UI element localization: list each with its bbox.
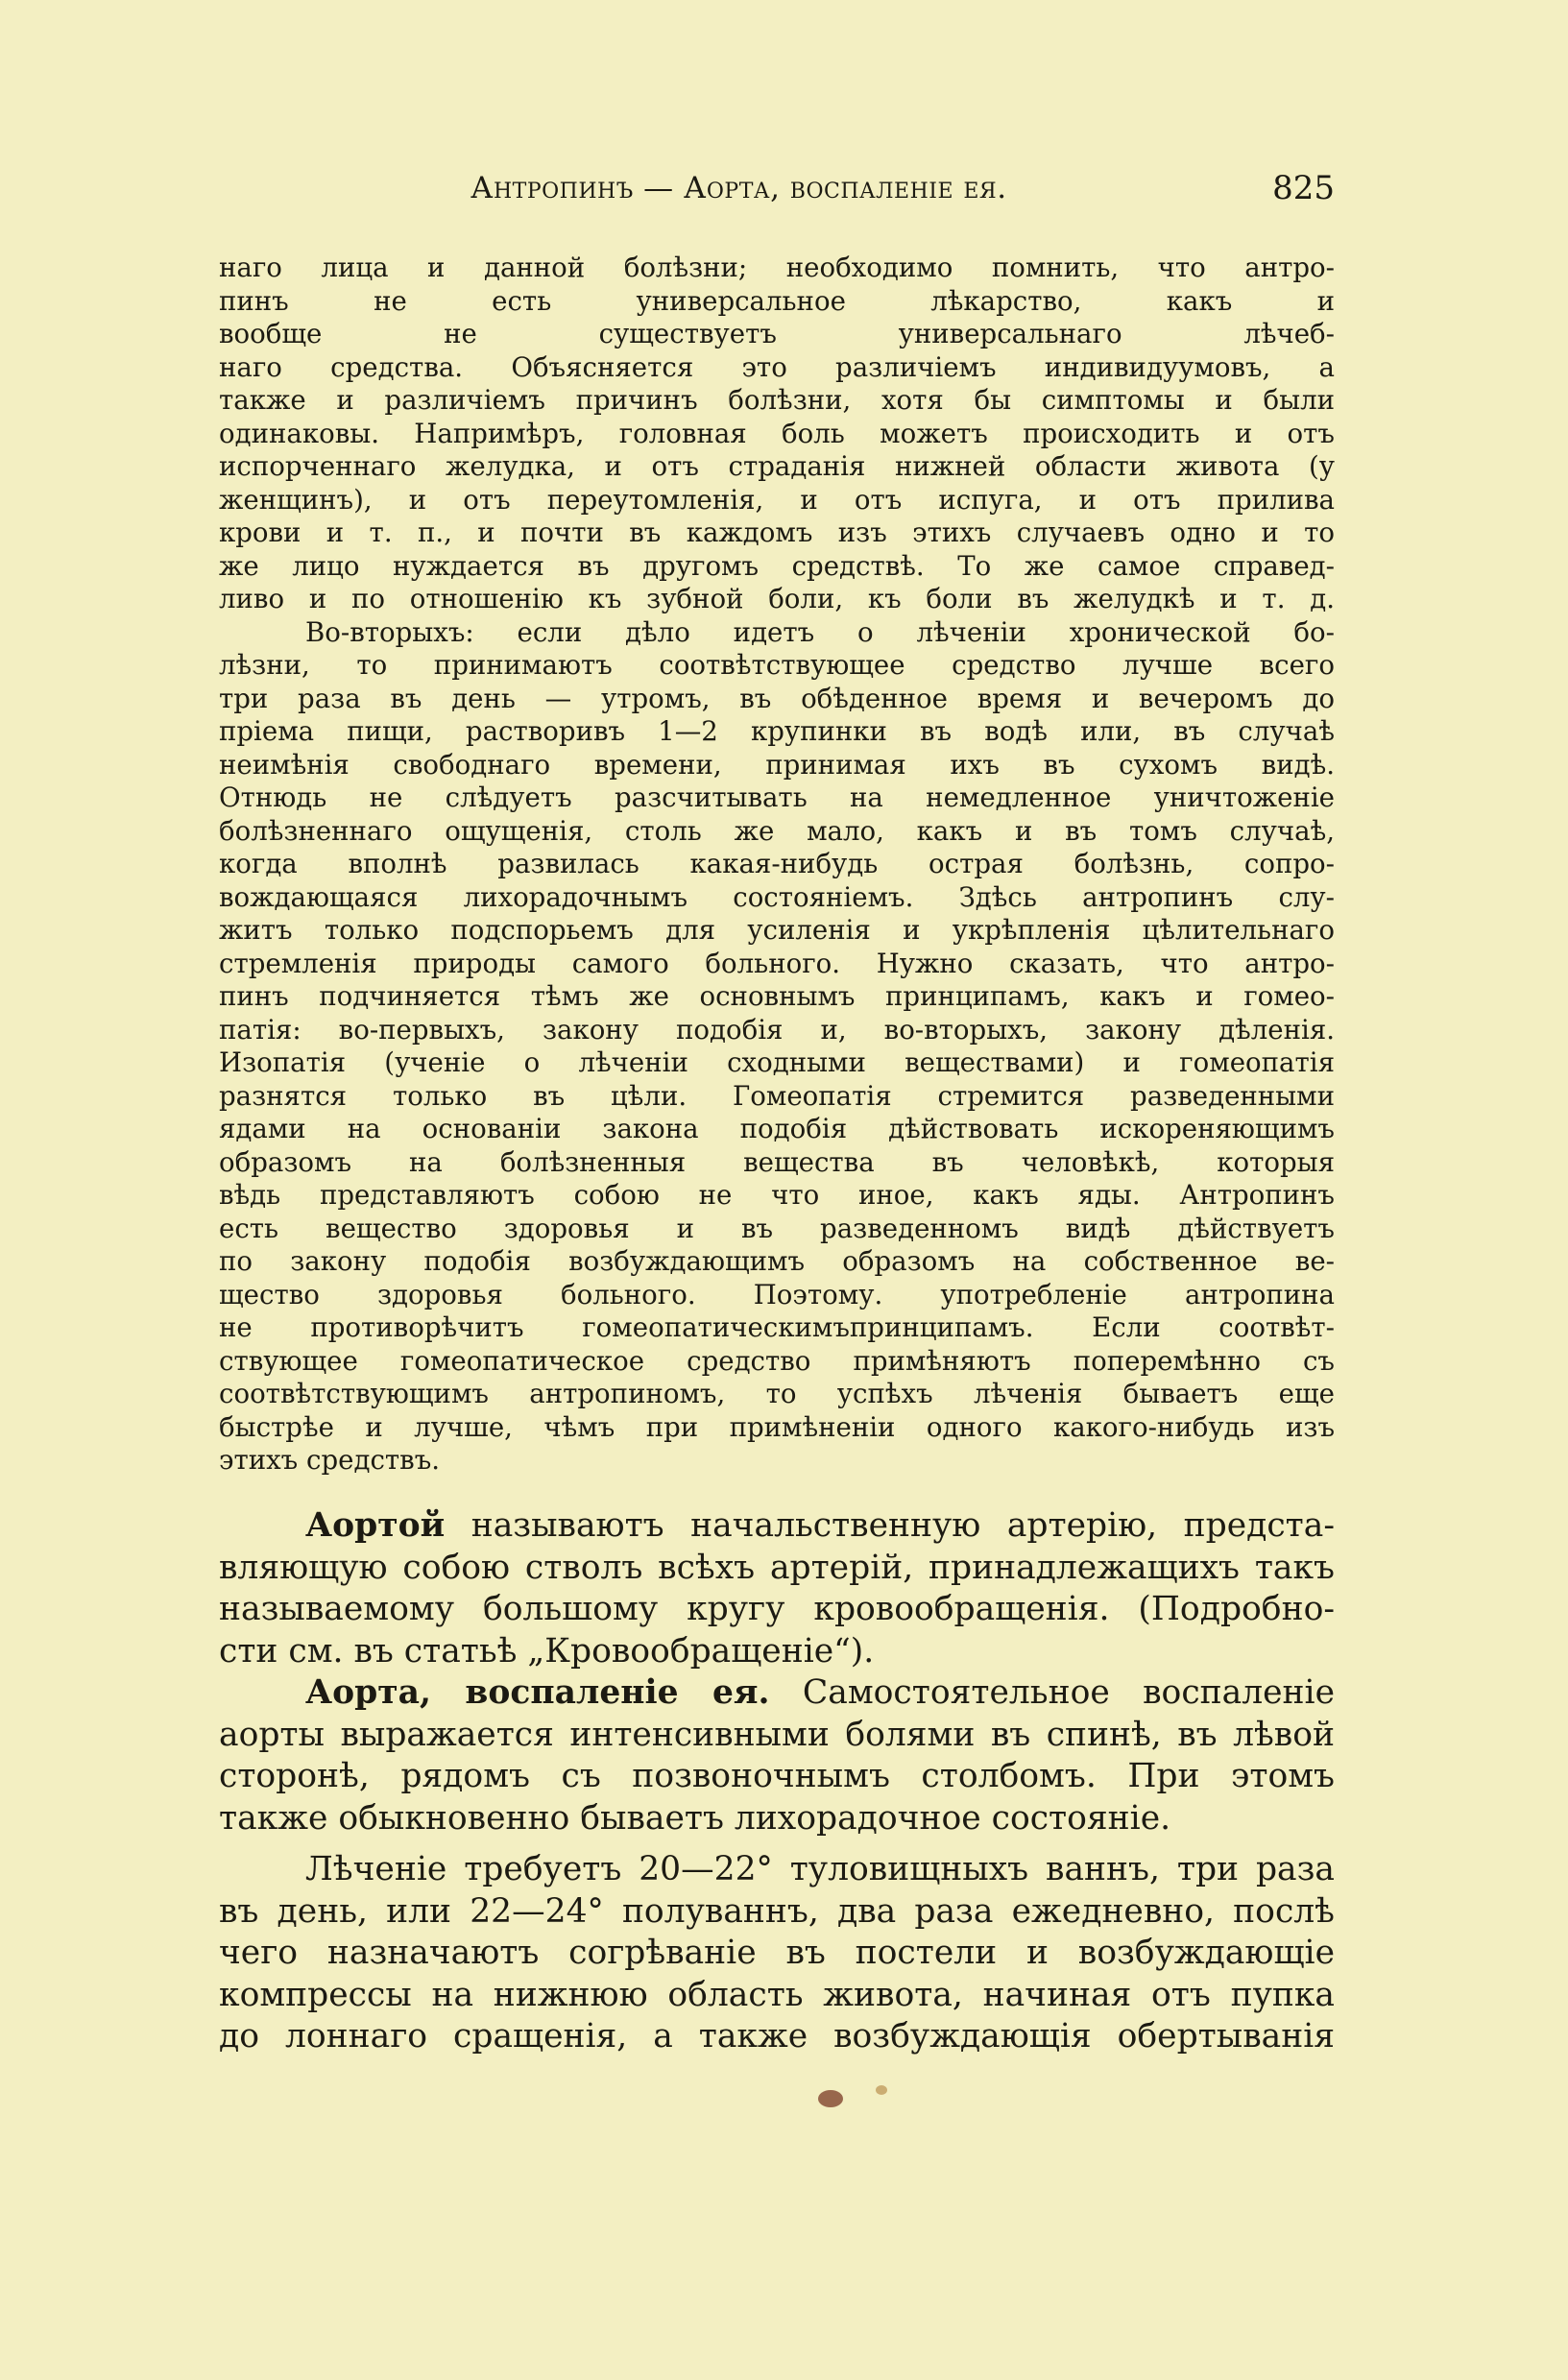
text-line: также и различіемъ причинъ болѣзни, хотя бы симптомы и были [219,384,1335,416]
headword-aorta-inflammation: Аорта, воспаленіе ея. [305,1673,770,1712]
text-line: Во-вторыхъ: если дѣло идетъ о лѣченіи хронической бо- [305,615,1335,648]
text-line: чего назначаютъ согрѣваніе въ постели и возбуждающіе [219,1934,1335,1972]
text-line: быстрѣе и лучше, чѣмъ при примѣненіи одного какого-нибудь изъ [219,1410,1335,1443]
text-line: болѣзненнаго ощущенія, столь же мало, какъ и въ томъ случаѣ, [219,814,1335,847]
text-line: сторонѣ, рядомъ съ позвоночнымъ столбомъ. При этомъ [219,1757,1335,1795]
text-line: сти см. въ статьѣ „Кровообращеніе“). [219,1631,875,1671]
text-line: Лѣченіе требуетъ 20—22° туловищныхъ ваннъ, три раза [305,1850,1335,1888]
treatment-paragraph [219,1849,1335,2058]
text-line: наго средства. Объясняется это различіемъ индивидуумовъ, а [219,350,1335,383]
text-line: когда вполнѣ развилась какая-нибудь острая болѣзнь, сопро- [219,848,1335,879]
text-line: щество здоровья больного. Поэтому. употребленіе антропина [219,1278,1335,1310]
text-line: стремленія природы самого больного. Нужно сказать, что антро- [219,947,1335,979]
text-line: этихъ средствъ. [219,1444,441,1476]
text-line: Аорта, воспаленіе ея. Самостоятельное воспаленіе [305,1673,1335,1712]
running-title: Антропинъ — Аорта, воспаленіе ея. [470,171,1007,205]
text-line: одинаковы. Напримѣръ, головная боль можетъ происходить и отъ [219,417,1335,449]
text-line: неимѣнія свободнаго времени, принимая ихъ въ сухомъ видѣ. [219,748,1335,781]
ink-blot [818,2090,843,2107]
ink-speck [876,2085,887,2095]
text-line: ядами на основаніи закона подобія дѣйствовать искореняющимъ [219,1113,1335,1144]
text-line: называемому большому кругу кровообращенія. (Подробно- [219,1590,1335,1628]
text-line: вождающаяся лихорадочнымъ состояніемъ. Здѣсь антропинъ слу- [219,880,1335,913]
aorta-inflammation-article [219,1672,1335,1839]
aorta-article [219,1505,1335,1672]
text-line: по закону подобія возбуждающимъ образомъ на собственное ве- [219,1245,1335,1277]
text-line: соотвѣтствующимъ антропиномъ, то успѣхъ лѣченія бываетъ еще [219,1378,1335,1409]
text-line: женщинъ), и отъ переутомленія, и отъ испуга, и отъ прилива [219,483,1335,516]
text-line: аорты выражается интенсивными болями въ спинѣ, въ лѣвой [219,1715,1335,1754]
text-line: житъ только подспорьемъ для усиленія и укрѣпленія цѣлительнаго [219,914,1335,946]
text-line: въ день, или 22—24° полуваннъ, два раза ежедневно, послѣ [219,1891,1335,1931]
text-line: три раза въ день — утромъ, въ обѣденное время и вечеромъ до [219,682,1335,714]
text-line: есть вещество здоровья и въ разведенномъ видѣ дѣйствуетъ [219,1212,1335,1244]
text-line: вѣдь представляютъ собою не что иное, какъ яды. Антропинъ [219,1179,1335,1211]
text-line: пинъ подчиняется тѣмъ же основнымъ принципамъ, какъ и гомео- [219,980,1335,1012]
main-print-section [219,1505,1335,2058]
text-line: ливо и по отношенію къ зубной боли, къ боли въ желудкѣ и т. д. [219,583,1335,614]
text-line: компрессы на нижнюю область живота, начиная отъ пупка [219,1975,1335,2014]
text-line: крови и т. п., и почти въ каждомъ изъ этихъ случаевъ одно и то [219,517,1335,548]
text-line: же лицо нуждается въ другомъ средствѣ. То же самое справед- [219,549,1335,582]
text-line: испорченнаго желудка, и отъ страданія нижней области живота (у [219,450,1335,482]
text-line: патія: во-первыхъ, закону подобія и, во-вторыхъ, закону дѣленія. [219,1013,1335,1046]
text-line: пинъ не есть универсальное лѣкарство, какъ и [219,284,1335,317]
page-header [219,171,1335,209]
text-line: лѣзни, то принимаютъ соотвѣтствующее средство лучше всего [219,649,1335,681]
text-line: Отнюдь не слѣдуетъ разсчитывать на немедленное уничтоженіе [219,781,1335,813]
text-line: разнятся только въ цѣли. Гомеопатія стремится разведенными [219,1079,1335,1112]
text-line: ствующее гомеопатическое средство примѣняютъ поперемѣнно съ [219,1344,1335,1377]
text-line: Аортой называютъ начальственную артерію, предста- [305,1506,1335,1545]
text-line: также обыкновенно бываетъ лихорадочное состояніе. [219,1798,1171,1838]
page-number: 825 [1272,169,1335,207]
small-print-section [219,252,1335,1478]
text-line: Изопатія (ученіе о лѣченіи сходными веществами) и гомеопатія [219,1046,1335,1078]
text-line: наго лица и данной болѣзни; необходимо помнить, что антро- [219,252,1335,283]
text-line: вляющую собою стволъ всѣхъ артерій, принадлежащихъ такъ [219,1548,1335,1587]
text-line: не противорѣчитъ гомеопатическимъпринципамъ. Если соотвѣт- [219,1311,1335,1343]
text-line: до лоннаго сращенія, а также возбуждающія обертыванія [219,2017,1335,2055]
text-line: пріема пищи, растворивъ 1—2 крупинки въ водѣ или, въ случаѣ [219,715,1335,747]
text-line: образомъ на болѣзненныя вещества въ человѣкѣ, которыя [219,1145,1335,1178]
headword-aorta: Аортой [305,1506,446,1545]
text-line: вообще не существуетъ универсальнаго лѣчеб- [219,318,1335,349]
